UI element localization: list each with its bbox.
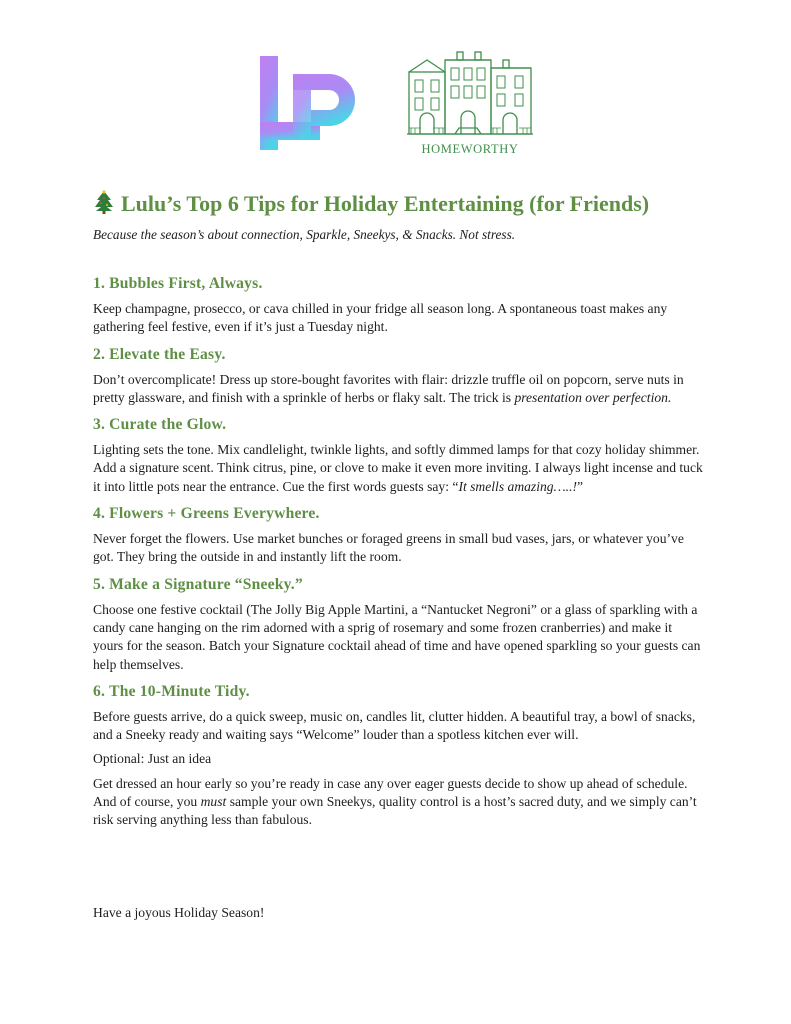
tip-2 [93,345,703,408]
optional-body-text: Get dressed an hour early so you’re ready in case any over eager guests decide to show up ahead of schedule. And of course, you [93,775,688,810]
tip-body: Choose one festive cocktail (The Jolly Big Apple Martini, a “Nantucket Negroni” or a glass of sparkling with a candy cane hanging on the rim adorned with a sprig of rosemary and some frozen cranberries) and make it yours for the season. Batch your Signature cocktail ahead of time and have opened sparkling so your guests can help themselves. [93,601,701,672]
tip-title-text: Flowers + Greens Everywhere. [109,505,320,523]
townhouse-illustration [405,50,535,138]
tip-body [93,371,703,408]
tip-3 [93,415,703,496]
optional-label: Optional: Just an idea [93,751,212,767]
tip-number: 6. [93,682,106,700]
tip-body-text: Don’t overcomplicate! Dress up store-bought favorites with flair: drizzle truffle oil on popcorn, serve nuts in pretty glassware, and finish with a sprinkle of herbs or flaky salt. The trick is [93,371,684,405]
tip-6 [93,682,703,745]
tip-body-end: ” [577,478,584,494]
christmas-tree-icon [93,190,115,214]
tip-body [93,441,703,496]
tip-number: 2. [93,345,106,363]
document-body [93,190,703,830]
tip-number: 3. [93,416,106,434]
tip-title-text: Curate the Glow. [109,416,227,434]
tip-5 [93,575,703,674]
tip-title [93,504,703,524]
tip-title [93,682,703,702]
tip-body: Never forget the flowers. Use market bunches or foraged greens in small bud vases, jars, or whatever you’ve got. They bring the outside in and instantly lift the room. [93,531,684,565]
optional-body-emphasis: must [200,794,227,810]
optional-body-end: sample your own Sneekys, quality control is a host’s sacred duty, and we simply can’t risk serving anything less than fabulous. [93,794,697,828]
tip-body-emphasis: presentation over perfection. [514,389,672,405]
logo-bar [0,50,791,160]
document-title-text: Lulu’s Top 6 Tips for Holiday Entertaining (for Friends) [121,191,650,216]
tip-title-text: Make a Signature “Sneeky.” [109,575,303,593]
tip-4 [93,504,703,567]
optional-body [93,775,703,830]
tip-body-emphasis: It smells amazing…..! [458,478,578,494]
tip-title-text: The 10-Minute Tidy. [109,682,250,700]
tip-title-text: Bubbles First, Always. [109,275,263,292]
homeworthy-logo-text: HOMEWORTHY [421,142,519,156]
tip-body: Before guests arrive, do a quick sweep, music on, candles lit, clutter hidden. A beautiful tray, a bowl of snacks, and a Sneeky ready and waiting says “Welcome” louder than a spotless kitchen ever will. [93,708,696,743]
document-title [93,190,703,218]
tip-title [93,415,703,435]
tip-number: 5. [93,575,106,593]
tip-1 [93,274,703,337]
document-subtitle: Because the season’s about connection, Sparkle, Sneekys, & Snacks. Not stress. [93,227,516,242]
closing-line: Have a joyous Holiday Season! [93,905,265,920]
tip-number: 1. [93,275,106,292]
tip-title [93,274,703,294]
lp-logo [257,54,363,152]
tip-title [93,345,703,365]
tip-title [93,575,703,595]
tip-body: Keep champagne, prosecco, or cava chilled in your fridge all season long. A spontaneous toast makes any gathering feel festive, even if it’s just a Tuesday night. [93,301,668,335]
tip-body-text: Lighting sets the tone. Mix candlelight, twinkle lights, and softly dimmed lamps for that cozy holiday shimmer. Add a signature scent. Think citrus, pine, or clove to make it even more inviting. I always light incense and tuck it into little pots near the entrance. Cue the first words guests say: “ [93,442,703,494]
tip-number: 4. [93,505,106,523]
tip-title-text: Elevate the Easy. [109,345,226,363]
